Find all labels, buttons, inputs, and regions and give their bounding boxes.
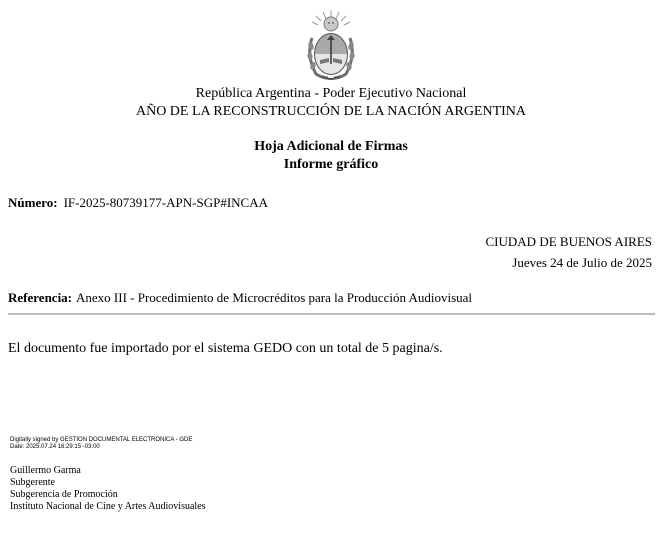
body-text: El documento fue importado por el sistema GEDO con un total de 5 pagina/s. <box>8 341 443 356</box>
coat-of-arms-icon <box>302 8 360 84</box>
digital-signature-line: Digitally signed by GESTION DOCUMENTAL ELECTRONICA - GDE <box>10 437 193 443</box>
signer-institution: Instituto Nacional de Cine y Artes Audiovisuales <box>10 501 206 512</box>
document-number-row <box>8 195 268 211</box>
signer-department: Subgerencia de Promoción <box>10 489 118 500</box>
signer-role: Subgerente <box>10 477 55 488</box>
digital-signature-stamp <box>10 437 192 451</box>
signer-name: Guillermo Garma <box>10 465 81 476</box>
document-date: Jueves 24 de Julio de 2025 <box>512 255 652 270</box>
document-number-label: Número: <box>8 195 58 210</box>
reference-row <box>8 290 472 306</box>
document-subtitle: Informe gráfico <box>283 157 379 172</box>
document-number-value: IF-2025-80739177-APN-SGP#INCAA <box>63 195 268 210</box>
document-title: Hoja Adicional de Firmas <box>254 139 408 154</box>
reference-label: Referencia: <box>8 290 73 305</box>
reference-value: Anexo III - Procedimiento de Microcréditos para la Producción Audiovisual <box>76 290 473 305</box>
city: CIUDAD DE BUENOS AIRES <box>485 234 652 249</box>
signature-date: Date: 2025.07.24 16:29:15 -03:00 <box>10 444 100 450</box>
divider <box>8 313 655 315</box>
government-header: República Argentina - Poder Ejecutivo Nacional <box>195 86 467 101</box>
year-motto: AÑO DE LA RECONSTRUCCIÓN DE LA NACIÓN ARGENTINA <box>135 104 527 119</box>
signer-block <box>10 465 206 513</box>
